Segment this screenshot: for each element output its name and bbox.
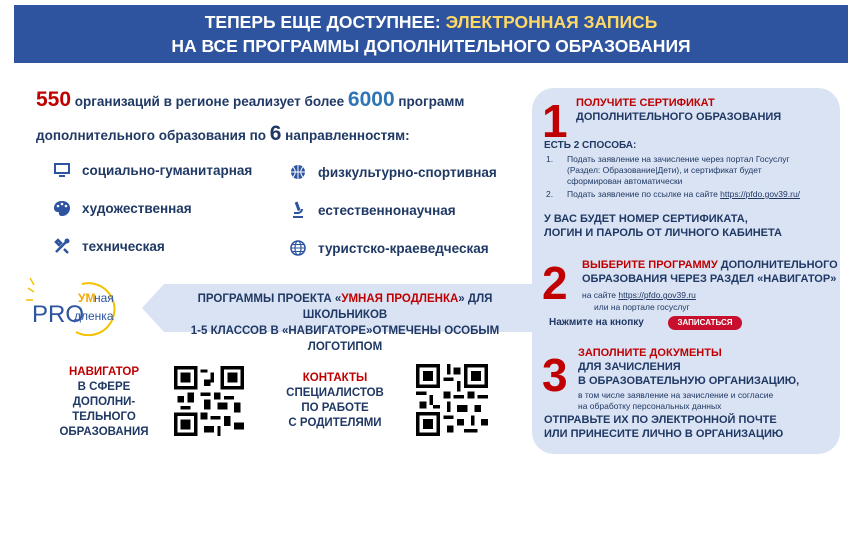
step2-site xyxy=(582,290,696,301)
programs-count: 6000 xyxy=(347,88,395,111)
direction-sport xyxy=(288,162,497,182)
step1-way1-line: сформирован автоматически xyxy=(567,176,683,186)
palette-icon xyxy=(52,198,72,218)
monitor-icon xyxy=(52,160,72,180)
orgs-text: организаций в регионе реализует более xyxy=(71,94,348,109)
step2-title-blue: ДОПОЛНИТЕЛЬНОГО xyxy=(717,259,838,271)
step1-result xyxy=(544,212,782,240)
tools-icon xyxy=(52,236,72,256)
promo-highlight: УМНАЯ ПРОДЛЕНКА xyxy=(341,293,459,305)
step3-final xyxy=(544,413,783,441)
direction-tech xyxy=(52,236,165,256)
step1-way1-line: (Раздел: Образование|Дети), и сертификат будет xyxy=(567,165,762,175)
navigator-label xyxy=(56,365,152,440)
step2-press: Нажмите на кнопку xyxy=(549,317,644,328)
step1-number: 1 xyxy=(542,95,568,147)
navigator-label-line: В СФЕРЕ xyxy=(77,381,131,393)
step2-title-blue-2: ОБРАЗОВАНИЯ ЧЕРЕЗ РАЗДЕЛ «НАВИГАТОР» xyxy=(582,273,837,285)
promo-t2: » ДЛЯ ШКОЛЬНИКОВ xyxy=(302,293,493,321)
step1-way1-num: 1. xyxy=(546,154,554,164)
step1-way2-text: Подать заявление по ссылке на сайте xyxy=(567,189,721,199)
microscope-icon xyxy=(288,200,308,220)
navigator-qr-code[interactable] xyxy=(174,366,244,436)
promo-t1: ПРОГРАММЫ ПРОЕКТА « xyxy=(197,293,342,305)
step3-l1: ДЛЯ ЗАЧИСЛЕНИЯ xyxy=(578,361,681,373)
contacts-label-red: КОНТАКТЫ xyxy=(302,372,368,384)
direction-label: естественнонаучная xyxy=(318,202,456,218)
direction-tourism xyxy=(288,238,489,258)
step1-way1-line: Подать заявление на зачисление через портал Госуслуг xyxy=(567,154,790,164)
step1-title xyxy=(576,96,781,124)
direction-label: художественная xyxy=(82,200,192,216)
direction-science xyxy=(288,200,456,220)
logo-dlenka: дленка xyxy=(74,309,114,323)
step3-l2: В ОБРАЗОВАТЕЛЬНУЮ ОРГАНИЗАЦИЮ, xyxy=(578,375,800,387)
page-header xyxy=(14,5,848,63)
step3-small-line: на обработку персональных данных xyxy=(578,401,722,411)
step3-final-line: ИЛИ ПРИНЕСИТЕ ЛИЧНО В ОРГАНИЗАЦИЮ xyxy=(544,428,784,440)
header-line-1 xyxy=(14,10,848,34)
directions-text: направленностям: xyxy=(281,128,410,143)
logo-naya: ная xyxy=(94,291,114,305)
step2-site-link[interactable]: https://pfdo.gov39.ru xyxy=(618,290,696,300)
step1-ways: ЕСТЬ 2 СПОСОБА: xyxy=(544,140,637,151)
step1-result-line: У ВАС БУДЕТ НОМЕР СЕРТИФИКАТА, xyxy=(544,213,748,225)
step1-way2 xyxy=(567,189,837,200)
ball-icon xyxy=(288,162,308,182)
programs-text: программ xyxy=(394,94,465,109)
step3-small xyxy=(578,390,773,412)
navigator-label-line: ТЕЛЬНОГО xyxy=(72,411,136,423)
step1-way2-link[interactable]: https://pfdo.gov39.ru/ xyxy=(720,189,801,199)
stats-text xyxy=(36,84,536,152)
step1-way1 xyxy=(567,154,837,187)
direction-label: социально-гуманитарная xyxy=(82,162,253,178)
contacts-label-line: ПО РАБОТЕ xyxy=(301,402,369,414)
direction-label: техническая xyxy=(82,238,165,254)
contacts-qr-code[interactable] xyxy=(416,364,488,436)
direction-label: физкультурно-спортивная xyxy=(318,164,497,180)
direction-social xyxy=(52,160,252,180)
step3-small-line: в том числе заявление на зачисление и согласие xyxy=(578,390,774,400)
step1-result-line: ЛОГИН И ПАРОЛЬ ОТ ЛИЧНОГО КАБИНЕТА xyxy=(544,227,782,239)
header-line-2: НА ВСЕ ПРОГРАММЫ ДОПОЛНИТЕЛЬНОГО ОБРАЗОВАНИЯ xyxy=(171,36,691,56)
contacts-label-line: СПЕЦИАЛИСТОВ xyxy=(286,387,384,399)
direction-art xyxy=(52,198,192,218)
step1-title-red: ПОЛУЧИТЕ СЕРТИФИКАТ xyxy=(576,97,715,109)
navigator-label-line: ДОПОЛНИ- xyxy=(72,396,136,408)
globe-icon xyxy=(288,238,308,258)
navigator-label-red: НАВИГАТОР xyxy=(68,366,140,378)
orgs-count: 550 xyxy=(36,88,72,111)
step2-title xyxy=(582,258,838,286)
promo-t3: 1-5 КЛАССОВ В «НАВИГАТОРЕ»ОТМЕЧЕНЫ ОСОБЫМ ЛОГОТИПОМ xyxy=(190,325,500,353)
header-line-1-white: ТЕПЕРЬ ЕЩЕ ДОСТУПНЕЕ: xyxy=(204,12,446,32)
stats-line2-text: дополнительного образования по xyxy=(36,128,270,143)
contacts-label xyxy=(280,371,390,431)
step1-title-blue: ДОПОЛНИТЕЛЬНОГО ОБРАЗОВАНИЯ xyxy=(576,111,782,123)
directions-count: 6 xyxy=(269,122,282,145)
step3-title: ЗАПОЛНИТЕ ДОКУМЕНТЫ xyxy=(578,347,722,359)
step3-final-line: ОТПРАВЬТЕ ИХ ПО ЭЛЕКТРОННОЙ ПОЧТЕ xyxy=(544,414,777,426)
promo-text xyxy=(160,291,530,355)
step1-way2-num: 2. xyxy=(546,189,554,199)
contacts-label-line: С РОДИТЕЛЯМИ xyxy=(288,417,382,429)
navigator-label-line: ОБРАЗОВАНИЯ xyxy=(59,426,149,438)
umnaya-prodlenka-logo xyxy=(24,276,134,340)
step2-site-pre: на сайте xyxy=(582,290,619,300)
step2-title-red: ВЫБЕРИТЕ ПРОГРАММУ xyxy=(582,259,718,271)
step3-number: 3 xyxy=(542,349,568,401)
logo-pro: PRO xyxy=(32,301,85,328)
direction-label: туристско-краеведческая xyxy=(318,240,489,256)
signup-button[interactable]: ЗАПИСАТЬСЯ xyxy=(668,316,742,330)
step2-portal: или на портале госуслуг xyxy=(594,302,690,312)
logo-um: УМ xyxy=(78,291,96,305)
header-line-1-yellow: ЭЛЕКТРОННАЯ ЗАПИСЬ xyxy=(445,12,658,32)
step2-number: 2 xyxy=(542,257,568,309)
